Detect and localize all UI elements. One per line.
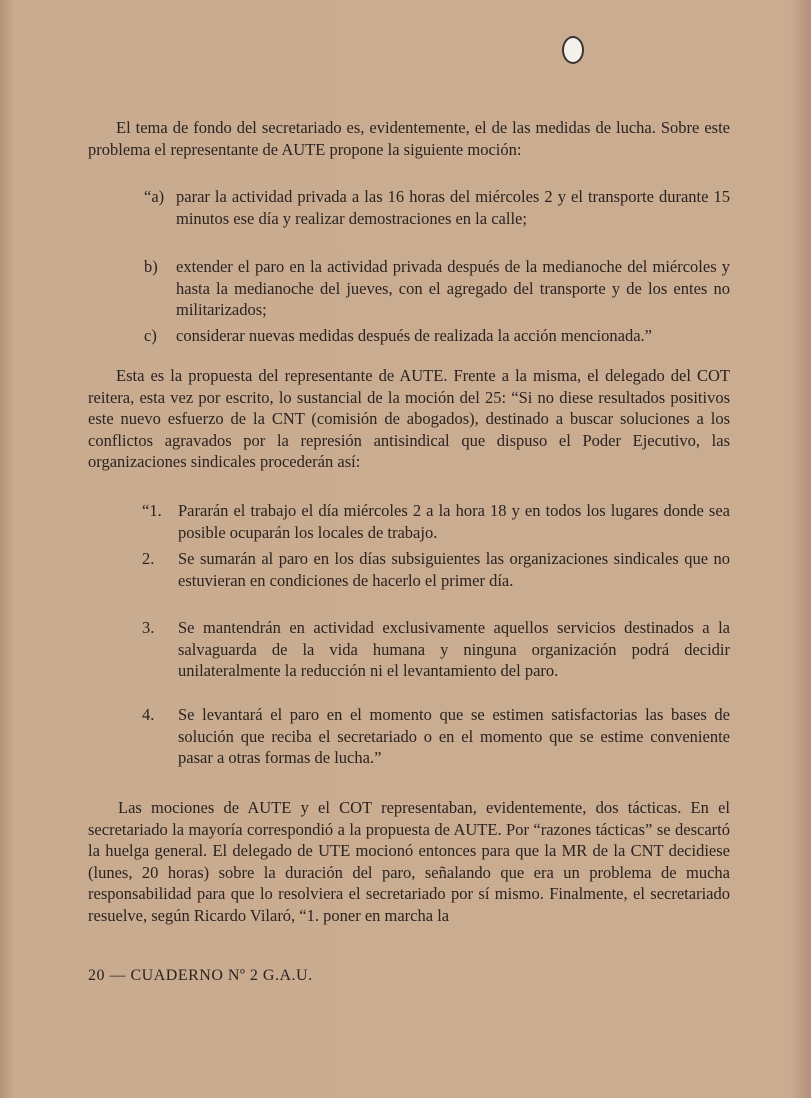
item-label: 3. (142, 618, 155, 637)
punch-hole (562, 36, 584, 64)
aute-motion-item-c (88, 325, 730, 347)
intro-paragraph: El tema de fondo del secretariado es, evidentemente, el de las medidas de lucha. Sobre este problema el representante de AUTE propone la siguiente moción: (88, 118, 730, 159)
aute-motion-item-b (88, 256, 730, 321)
cot-paragraph: Esta es la propuesta del representante de AUTE. Frente a la misma, el delegado del COT reitera, esta vez por escrito, lo sustancial de la moción del 25: “Si no diese resultados positivos este nuevo esfuerzo de la CNT (comisión de abogados), destinado a buscar soluciones a los conflictos agravados por la represión antisindical que dispuso el Poder Ejecutivo, las organizaciones sindicales procederán así: (88, 366, 730, 471)
aute-motion-item-a (88, 186, 730, 229)
item-text: Se mantendrán en actividad exclusivamente aquellos servicios destinados a la salvaguarda de la vida humana y ninguna organización podrá decidir unilateralmente la reducción ni el levantamiento del paro. (178, 618, 730, 680)
cot-motion-item-1 (88, 500, 730, 543)
item-label: c) (144, 326, 157, 345)
cot-motion-item-2 (88, 548, 730, 591)
cot-motion-item-3 (88, 617, 730, 682)
closing-paragraph: Las mociones de AUTE y el COT representaban, evidentemente, dos tácticas. En el secretariado la mayoría correspondió a la propuesta de AUTE. Por “razones tácticas” se descartó la huelga general. El delegado de UTE mocionó entonces para que la MR de la CNT decidiese (lunes, 20 horas) sobre la duración del paro, señalando que era un problema de mucha responsabilidad para que lo resolviera el secretariado por sí mismo. Finalmente, el secretariado resuelve, según Ricardo Vilaró, “1. poner en marcha la (88, 798, 730, 925)
item-text: considerar nuevas medidas después de realizada la acción mencionada.” (176, 326, 652, 345)
item-label: b) (144, 257, 158, 276)
cot-motion-item-4 (88, 704, 730, 769)
item-label: “1. (142, 501, 162, 520)
item-text: extender el paro en la actividad privada después de la medianoche del miércoles y hasta la medianoche del jueves, con el agregado del transporte y de los entes no militarizados; (176, 257, 730, 319)
item-text: Pararán el trabajo el día miércoles 2 a la hora 18 y en todos los lugares donde sea posible ocuparán los locales de trabajo. (178, 501, 730, 542)
item-label: “a) (144, 187, 165, 206)
item-text: Se levantará el paro en el momento que se estimen satisfactorias las bases de solución que reciba el secretariado o en el momento que se estime conveniente pasar a otras formas de lucha.” (178, 705, 730, 767)
item-label: 2. (142, 549, 155, 568)
item-label: 4. (142, 705, 155, 724)
item-text: parar la actividad privada a las 16 horas del miércoles 2 y el transporte durante 15 minutos ese día y realizar demostraciones en la calle; (176, 187, 730, 228)
item-text: Se sumarán al paro en los días subsiguientes las organizaciones sindicales que no estuvieran en condiciones de hacerlo el primer día. (178, 549, 730, 590)
page-footer: 20 — CUADERNO Nº 2 G.A.U. (88, 967, 313, 984)
